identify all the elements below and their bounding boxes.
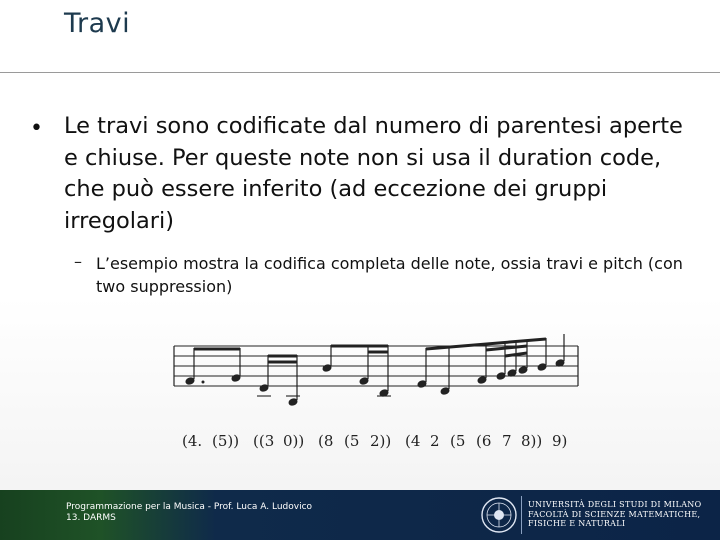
darms-code: 0)) [283,432,305,450]
bullet-text: Le travi sono codificate dal numero di parentesi aperte e chiuse. Per queste note non si usa il duration code, che può essere inferito (ad eccezione dei gruppi irregolari) [64,113,683,234]
footer-lesson: 13. DARMS [66,513,116,523]
darms-code: 9) [552,432,568,450]
darms-code: (5 [344,432,360,450]
beams [194,339,546,362]
dot [202,381,205,384]
darms-code: 8)) [521,432,543,450]
footer-bar [0,490,720,540]
darms-code: ((3 [253,432,275,450]
university-line-1: UNIVERSITÀ DEGLI STUDI DI MILANO [528,500,702,509]
university-line-2: FACOLTÀ DI SCIENZE MATEMATICHE, [528,509,701,519]
slide-title: Travi [64,8,131,39]
darms-code: 2 [430,432,440,450]
title-divider [0,72,720,73]
footer-course-info [66,502,312,524]
music-example [160,322,580,462]
darms-code: (5 [450,432,466,450]
footer-course: Programmazione per la Musica - Prof. Luca A. Ludovico [66,502,313,512]
bullet-marker: • [30,116,43,141]
darms-code: (5)) [212,432,240,450]
note-heads [184,358,565,407]
darms-codes [182,432,567,450]
university-name [528,500,701,529]
darms-code: 7 [502,432,512,450]
darms-code: (6 [476,432,492,450]
university-seal-icon [480,495,518,535]
darms-code: 2)) [370,432,392,450]
darms-code: (4 [405,432,421,450]
darms-code: (4. [182,432,203,450]
beam [486,346,527,350]
stems [194,334,564,400]
sub-bullet-marker: – [74,252,82,271]
university-divider [521,496,522,534]
sub-bullet-text: L’esempio mostra la codifica completa delle note, ossia travi e pitch (con two suppression) [96,254,683,296]
darms-code: (8 [318,432,334,450]
university-line-3: FISICHE E NATURALI [528,519,626,528]
